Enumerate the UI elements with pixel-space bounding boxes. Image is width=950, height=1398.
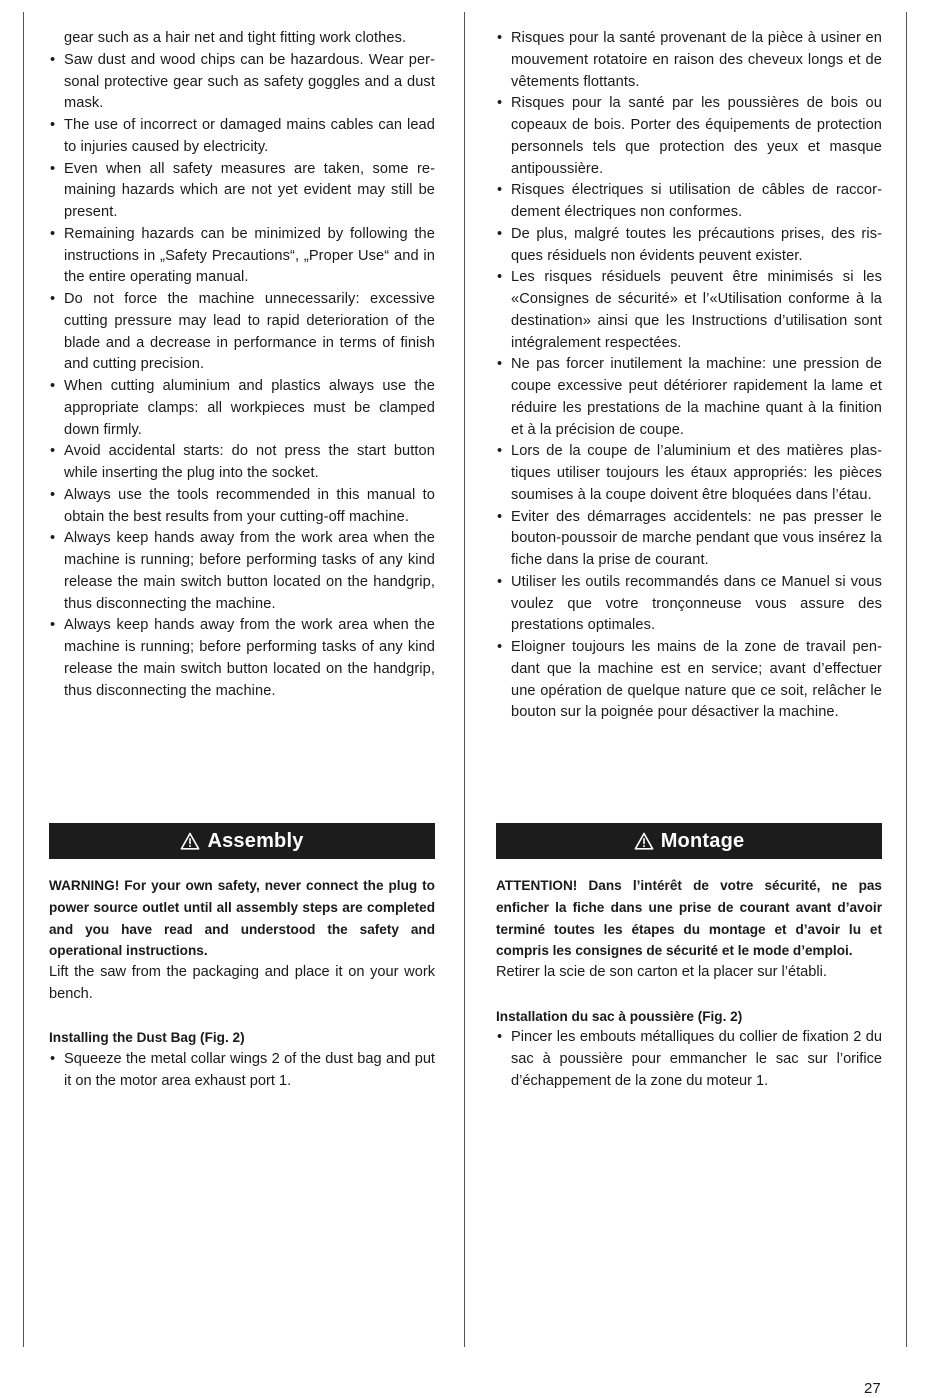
list-item: • Risques pour la santé provenant de la pièce à usiner en mouvement rotatoire en raison des cheveux longs et de vêtements flottants.	[497, 30, 882, 90]
list-item: • Utiliser les outils recommandés dans ce Manuel si vous voulez que votre tronçonneuse vous assure des prestations optimales.	[497, 573, 882, 634]
list-item: • Saw dust and wood chips can be hazardous. Wear personal protective gear such as safety goggles and a dust mask.	[50, 51, 435, 112]
list-item: • Do not force the machine unnecessarily: excessive cutting pressure may lead to rapid deterioration of the blade and a decrease in performance in terms of finish and cutting precision.	[50, 291, 435, 373]
page-number: 27	[864, 1380, 881, 1397]
assembly-section-body	[49, 875, 435, 1093]
bullet-marker: •	[50, 160, 56, 177]
bullet-marker: •	[497, 30, 503, 46]
list-item: • Avoid accidental starts: do not press the start button while inserting the plug into the socket.	[50, 443, 435, 481]
english-safety-list	[49, 50, 435, 703]
list-item: • De plus, malgré toutes les précautions prises, des risques résiduels non évidents peuvent exister.	[497, 225, 882, 264]
bullet-marker: •	[497, 508, 503, 525]
bullet-marker: •	[497, 1029, 503, 1046]
montage-warning: ATTENTION! Dans l’intérêt de votre sécurité, ne pas enficher la fiche dans une prise de courant avant d’avoir terminé toutes les étapes du montage et d’avoir lu et compris les consignes de sécurité et le mode d’emploi.	[496, 878, 882, 959]
bullet-marker: •	[50, 486, 56, 503]
montage-intro: Retirer la scie de son carton et la placer sur l’établi.	[496, 964, 827, 980]
list-item: • Risques pour la santé par les poussières de bois ou copeaux de bois. Porter des équipements de protection personnels tels que protection des yeux et masque antipoussière.	[497, 95, 882, 177]
bullet-marker: •	[50, 291, 56, 307]
bullet-marker: •	[497, 269, 503, 286]
left-margin-rule	[23, 12, 24, 1347]
list-item: • Always keep hands away from the work area when the machine is running; before performing tasks of any kind release the main switch button located on the handgrip, thus disconnecting the machine.	[50, 617, 435, 699]
bullet-marker: •	[50, 617, 56, 634]
list-item: • Squeeze the metal collar wings 2 of the dust bag and put it on the motor area exhaust port 1.	[50, 1051, 435, 1089]
bullet-marker: •	[497, 356, 503, 373]
warning-triangle-icon	[634, 832, 654, 850]
list-item: • When cutting aluminium and plastics always use the appropriate clamps: all workpieces must be clamped down firmly.	[50, 378, 435, 438]
french-safety-column	[496, 28, 882, 724]
english-safety-column	[49, 28, 435, 702]
bullet-marker: •	[50, 378, 56, 394]
montage-title: Montage	[660, 829, 745, 852]
bullet-marker: •	[497, 225, 503, 242]
assembly-intro: Lift the saw from the packaging and place it on your work bench.	[49, 964, 435, 1002]
list-item: • Risques électriques si utilisation de câbles de raccordement électriques non conformes.	[497, 182, 882, 220]
bullet-marker: •	[50, 1051, 56, 1067]
sac-poussiere-subheading: Installation du sac à poussière (Fig. 2)	[496, 1008, 743, 1024]
list-item: • Always use the tools recommended in this manual to obtain the best results from your cutting-off machine.	[50, 486, 435, 525]
bullet-marker: •	[497, 182, 503, 199]
list-item: • Always keep hands away from the work area when the machine is running; before performing tasks of any kind release the main switch button located on the handgrip, thus disconnecting the machine.	[50, 530, 435, 612]
assembly-title: Assembly	[207, 829, 304, 852]
list-item: • Les risques résiduels peuvent être minimisés si les «Consignes de sécurité» et l’«Utilisation conforme à la destination» ainsi que les Instructions d’utilisation sont intégralement respectées.	[497, 269, 882, 351]
bullet-marker: •	[50, 51, 56, 68]
bullet-marker: •	[50, 443, 56, 460]
list-item: • Remaining hazards can be minimized by following the instructions in „Safety Precautions“, „Proper Use“ and in the entire operating manual.	[50, 225, 435, 286]
bullet-marker: •	[497, 573, 503, 590]
bullet-marker: •	[497, 443, 503, 460]
list-item: • The use of incorrect or damaged mains cables can lead to injuries caused by electricity.	[50, 117, 435, 155]
list-item: • Ne pas forcer inutilement la machine: une pression de coupe excessive peut détériorer rapidement la lame et réduire les prestations de la machine quant à la finition et à la précision de coupe.	[497, 356, 882, 438]
assembly-warning: WARNING! For your own safety, never connect the plug to power source outlet until all assembly steps are completed and you have read and understood the safety and operational instructions.	[49, 878, 435, 959]
list-item: • Eloigner toujours les mains de la zone de travail pendant que la machine est en service; avant d’effectuer une opération de quelque nature que ce soit, relâcher le bouton sur la poignée pour désactiver la machine.	[497, 639, 882, 721]
bullet-marker: •	[50, 117, 56, 133]
bullet-marker: •	[497, 639, 503, 655]
bullet-marker: •	[497, 95, 503, 112]
right-margin-rule	[906, 12, 907, 1347]
dust-bag-subheading: Installing the Dust Bag (Fig. 2)	[49, 1030, 245, 1046]
list-item: • Eviter des démarrages accidentels: ne pas presser le bouton-poussoir de marche pendant que vous insérez la fiche dans la prise de courant.	[497, 508, 882, 568]
assembly-section-banner	[49, 823, 435, 859]
bullet-marker: •	[50, 225, 56, 242]
montage-section-body	[496, 875, 882, 1093]
bullet-marker: •	[50, 530, 56, 547]
french-safety-list	[496, 28, 882, 724]
list-item: • Even when all safety measures are taken, some remaining hazards which are not yet evident may still be present.	[50, 160, 435, 220]
center-divider-rule	[464, 12, 465, 1347]
montage-section-banner	[496, 823, 882, 859]
list-item: • Lors de la coupe de l’aluminium et des matières plastiques utiliser toujours les étaux appropriés: les pièces soumises à la coupe doivent être bloquées dans l’étau.	[497, 443, 882, 503]
dust-bag-steps	[49, 1049, 435, 1093]
sac-poussiere-steps	[496, 1027, 882, 1092]
continuation-text: gear such as a hair net and tight fitting work clothes.	[64, 30, 407, 46]
warning-triangle-icon	[180, 832, 200, 850]
list-item: • Pincer les embouts métalliques du collier de fixation 2 du sac à poussière pour emmancher le sac sur l’orifice d’échappement de la zone du moteur 1.	[497, 1029, 882, 1089]
